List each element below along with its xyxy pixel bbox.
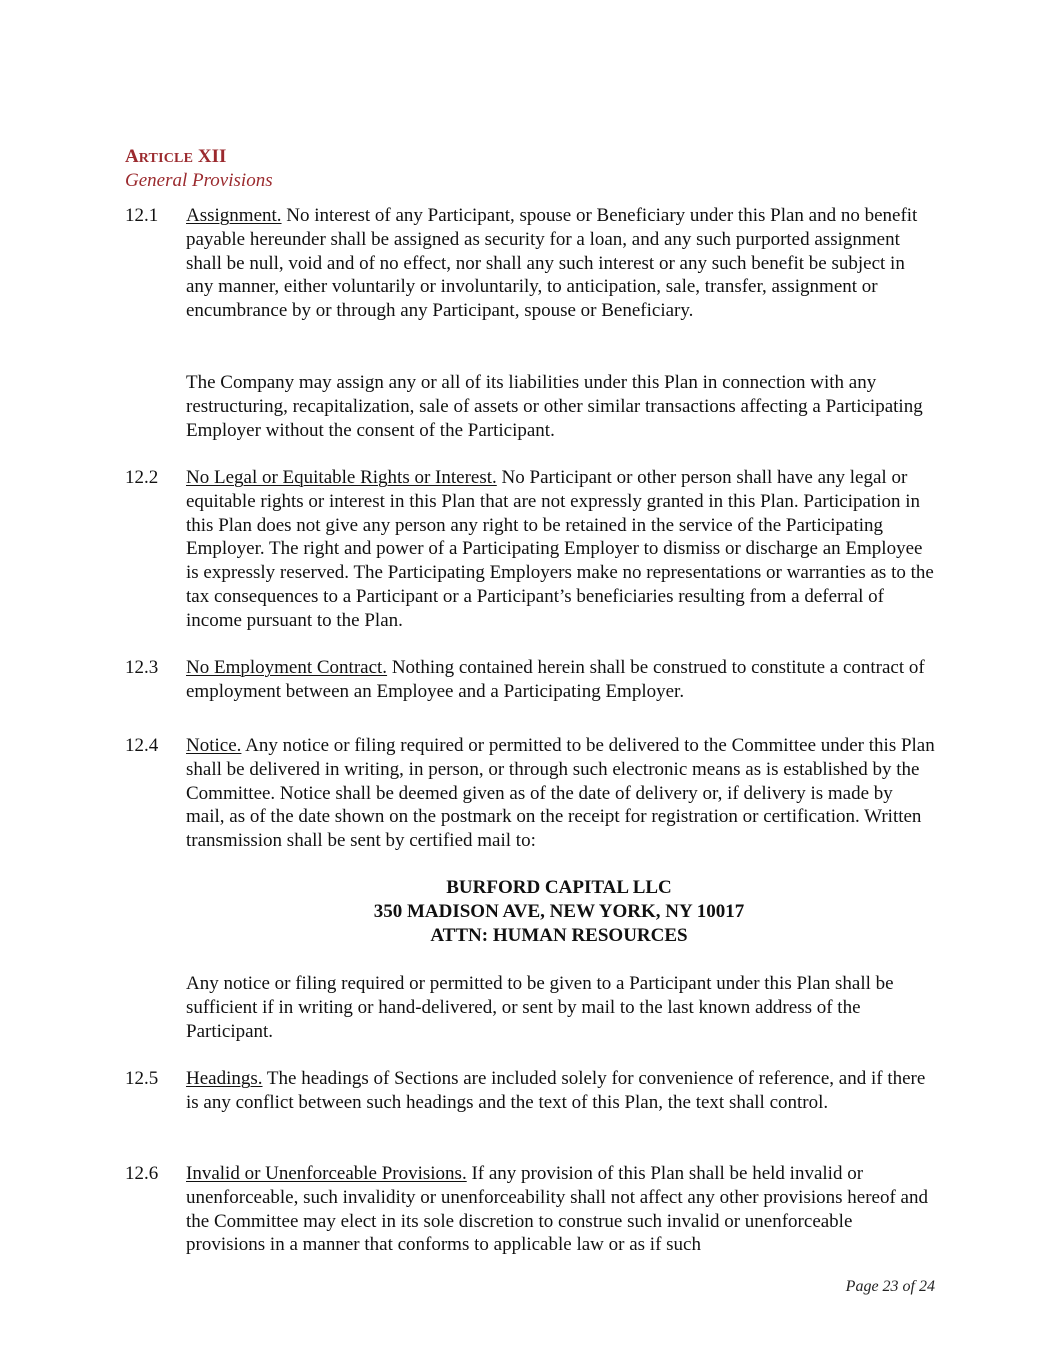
- section-text: Nothing contained herein shall be construed to constitute a contract of employment between an Employee and a Participating Employer.: [186, 657, 925, 702]
- section-title: Assignment.: [186, 205, 282, 226]
- section-number: 12.1: [125, 205, 159, 226]
- section-body: [186, 1162, 936, 1257]
- section-body: [186, 204, 936, 323]
- address-attention: ATTN: HUMAN RESOURCES: [430, 924, 688, 946]
- section-number: 12.6: [125, 1163, 159, 1184]
- section-number: 12.2: [125, 467, 159, 488]
- section-body: [186, 1067, 936, 1115]
- section-title: Headings.: [186, 1068, 263, 1089]
- section-body: [186, 466, 936, 633]
- section-number: 12.5: [125, 1068, 159, 1089]
- article-label-initial: A: [125, 146, 139, 167]
- address-street: 350 MADISON AVE, NEW YORK, NY 10017: [373, 900, 745, 922]
- section-body: [186, 656, 936, 704]
- section-text: No Participant or other person shall have any legal or equitable rights or interest in this Plan that are not expressly granted in this Plan. Participation in this Plan does not give any person any right to be retained in the service of the Participating Employer. The right and power of a Participating Employer to dismiss or discharge an Employee is expressly reserved. The Participating Employers make no representations or warranties as to the tax consequences to a Participant or a Participant’s beneficiaries resulting from a deferral of income pursuant to the Plan.: [186, 467, 934, 631]
- section-text: The headings of Sections are included solely for convenience of reference, and if there is any conflict between such headings and the text of this Plan, the text shall control.: [186, 1068, 926, 1113]
- section-title: No Employment Contract.: [186, 657, 388, 678]
- section-title: No Legal or Equitable Rights or Interest.: [186, 467, 497, 488]
- page-number: Page 23 of 24: [845, 1278, 935, 1295]
- section-title: Notice.: [186, 735, 242, 756]
- section-12-4-paragraph-2: Any notice or filing required or permitted to be given to a Participant under this Plan shall be sufficient if in writing or hand-delivered, or sent by mail to the last known address of the Participant.: [186, 973, 894, 1042]
- section-12-1-paragraph-2: The Company may assign any or all of its liabilities under this Plan in connection with any restructuring, recapitalization, sale of assets or other similar transactions affecting a Participating Employer without the consent of the Participant.: [186, 372, 923, 441]
- article-subtitle: General Provisions: [125, 170, 273, 191]
- article-number: XII: [197, 146, 227, 167]
- section-text: No interest of any Participant, spouse or Beneficiary under this Plan and no benefit payable hereunder shall be assigned as security for a loan, and any such purported assignment shall be null, void and of no effect, nor shall any such interest or any such benefit be subject in any manner, either voluntarily or involuntarily, to anticipation, sale, transfer, assignment or encumbrance by or through any Participant, spouse or Beneficiary.: [186, 205, 918, 322]
- section-text: If any provision of this Plan shall be held invalid or unenforceable, such invalidity or unenforceability shall not affect any other provisions hereof and the Committee may elect in its sole discretion to construe such invalid or unenforceable provisions in a manner that conforms to applicable law or as if such: [186, 1163, 928, 1256]
- section-text: Any notice or filing required or permitted to be delivered to the Committee under this Plan shall be delivered in writing, in person, or through such electronic means as is established by the Committee. Notice shall be deemed given as of the date of delivery or, if delivery is made by mail, as of the date shown on the postmark on the receipt for registration or certification. Written transmission shall be sent by certified mail to:: [186, 735, 935, 852]
- address-company: BURFORD CAPITAL LLC: [446, 877, 672, 898]
- section-number: 12.3: [125, 657, 159, 678]
- section-number: 12.4: [125, 735, 159, 756]
- article-label-rest: RTICLE: [138, 151, 194, 166]
- article-heading: [125, 146, 226, 170]
- section-body: [186, 734, 936, 853]
- section-title: Invalid or Unenforceable Provisions.: [186, 1163, 467, 1184]
- mailing-address: [186, 876, 932, 947]
